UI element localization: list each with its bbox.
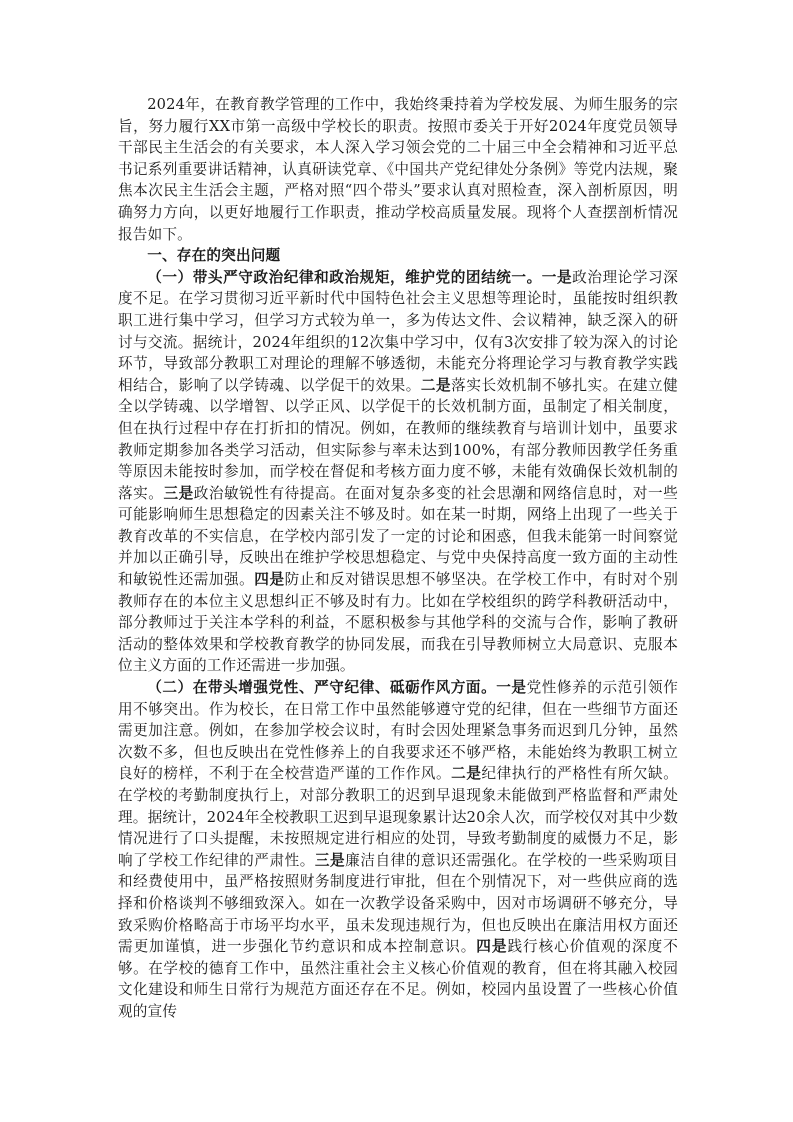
point-3-label: 三是 (314, 851, 346, 869)
section-1-heading: 一、存在的突出问题 (147, 247, 281, 265)
point-3-text: 廉洁自律的意识还需强化。在学校的一些采购项目和经费使用中，虽严格按照财务制度进行审批，但在个别情况下，对一些供应商的选择和价格谈判不够细致深入。如在一次教学设备采购中，因对市场调研不够充分，导致采购价格略高于市场平均水平，虽未发现违规行为，但也反映出在廉洁用权方面还需更加谨慎，进一步强化节约意识和成本控制意识。 (118, 851, 678, 956)
point-4-text: 践行核心价值观的深度不够。在学校的德育工作中，虽然注重社会主义核心价值观的教育，但在将其融入校园文化建设和师生日常行为规范方面还存在不足。例如，校园内虽设置了一些核心价值观的宣传 (118, 938, 679, 1020)
point-1-text: 党性修养的示范引领作用不够突出。作为校长，在日常工作中虽然能够遵守党的纪律，但在一些细节方面还需更加注意。例如，在参加学校会议时，有时会因处理紧急事务而迟到几分钟，虽然次数不多，但也反映出在党性修养上的自我要求还不够严格，未能始终为教职工树立良好的榜样，不利于在全校营造严谨的工作作风。 (118, 679, 678, 783)
point-4-text: 防止和反对错误思想不够坚决。在学校工作中，有时对个别教师存在的本位主义思想纠正不够及时有力。比如在学校组织的跨学科教研活动中，部分教师过于关注本学科的利益，不愿积极参与其他学科的交流与合作，影响了教研活动的整体效果和学校教育教学的协同发展，而我在引导教师树立大局意识、克服本位主义方面的工作还需进一步加强。 (118, 571, 678, 675)
subsection-2-title: （二）在带头增强党性、严守纪律、砥砺作风方面。 (147, 679, 497, 697)
point-1-label: 一是 (541, 268, 573, 286)
point-3-label: 三是 (163, 484, 194, 502)
intro-paragraph: 2024年，在教育教学管理的工作中，我始终秉持着为学校发展、为师生服务的宗旨，努力履行XX市第一高级中学校长的职责。按照市委关于开好2024年度党员领导干部民主生活会的有关要求，本人深入学习领会党的二十届三中全会精神和习近平总书记系列重要讲话精神，认真研读党章、《中国共产党纪律处分条例》等党内法规，聚焦本次民主生活会主题，严格对照“四个带头”要求认真对照检查，深入剖析原因，明确努力方向，以更好地履行工作职责，推动学校高质量发展。现将个人查摆剖析情况报告如下。 (118, 96, 678, 243)
point-3-text: 政治敏锐性有待提高。在面对复杂多变的社会思潮和网络信息时，对一些可能影响师生思想稳定的因素关注不够及时。如在某一时期，网络上出现了一些关于教育改革的不实信息，在学校内部引发了一定的讨论和困惑，但我未能第一时间察觉并加以正确引导，反映出在维护学校思想稳定、与党中央保持高度一致方面的主动性和敏锐性还需加强。 (118, 484, 678, 589)
point-2-text: 纪律执行的严格性有所欠缺。在学校的考勤制度执行上，对部分教职工的迟到早退现象未能做到严格监督和严肃处理。据统计，2024年全校教职工迟到早退现象累计达20余人次，而学校仅对其中少数情况进行了口头提醒，未按照规定进行相应的处罚，导致考勤制度的威慑力不足，影响了学校工作纪律的严肃性。 (118, 765, 678, 869)
point-1-label: 一是 (496, 679, 527, 697)
point-2-text: 落实长效机制不够扎实。在建立健全以学铸魂、以学增智、以学正风、以学促干的长效机制方面，虽制定了相关制度，但在执行过程中存在打折扣的情况。例如，在教师的继续教育与培训计划中，虽要求教师定期参加各类学习活动，但实际参与率未达到100%，有部分教师因教学任务重等原因未能按时参加，而学校在督促和考核方面力度不够，未能有效确保长效机制的落实。 (118, 376, 678, 502)
point-4-label: 四是 (254, 571, 285, 589)
point-1-text: 政治理论学习深度不足。在学习贯彻习近平新时代中国特色社会主义思想等理论时，虽能按时组织教职工进行集中学习，但学习方式较为单一，多为传达文件、会议精神，缺乏深入的研讨与交流。据统计，2024年组织的12次集中学习中，仅有3次安排了较为深入的讨论环节，导致部分教职工对理论的理解不够透彻，未能充分将理论学习与教育教学实践相结合，影响了以学铸魂、以学促干的效果。 (118, 268, 678, 394)
subsection-2-paragraph (118, 677, 678, 1023)
subsection-1-title: （一）带头严守政治纪律和政治规矩，维护党的团结统一。 (147, 268, 542, 286)
point-2-label: 二是 (451, 765, 482, 783)
point-4-label: 四是 (476, 938, 508, 956)
document-page (118, 94, 678, 1023)
subsection-1-paragraph (118, 267, 678, 677)
point-2-label: 二是 (420, 376, 452, 394)
